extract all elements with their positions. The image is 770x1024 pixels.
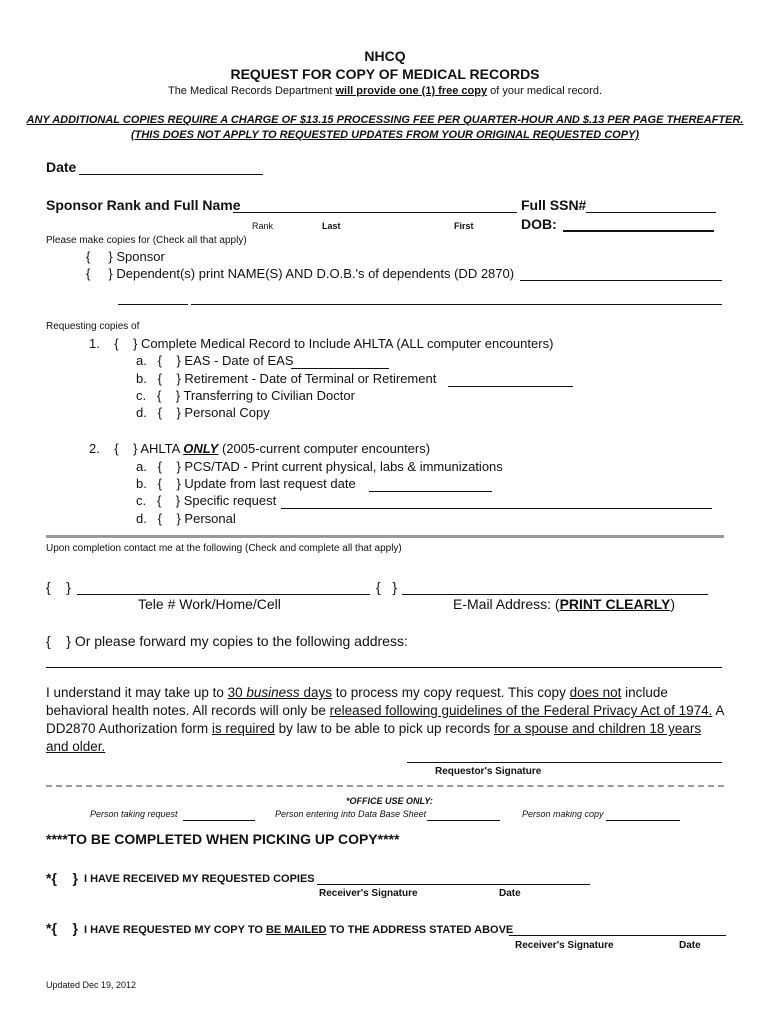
- date-label: Date: [46, 159, 77, 175]
- checkbox-dependents[interactable]: { } Dependent(s) print NAME(S) AND D.O.B.'s of dependents (DD 2870): [86, 266, 515, 281]
- terms-spouse-children: for a spouse and children 18 years and older.: [46, 721, 702, 754]
- received-signature-line[interactable]: [317, 884, 590, 885]
- phone-checkbox[interactable]: { }: [46, 579, 71, 595]
- dob-line[interactable]: [563, 230, 714, 232]
- item1b-checkbox[interactable]: b. { } Retirement - Date of Terminal or Retirement: [136, 371, 437, 386]
- requesting-label: Requesting copies of: [46, 321, 140, 332]
- person-entering-label: Person entering into Data Base Sheet: [275, 809, 427, 819]
- terms-text-1: I understand it may take up to: [46, 685, 228, 700]
- office-divider: [46, 785, 724, 787]
- dependents-dob-line[interactable]: [118, 304, 188, 305]
- specific-request-line[interactable]: [281, 508, 712, 509]
- mailed-date-label: Date: [679, 940, 701, 951]
- item1-checkbox[interactable]: 1. { } Complete Medical Record to Include AHLTA (ALL computer encounters): [89, 336, 554, 351]
- item2d-letter: d.: [136, 511, 147, 526]
- section-divider: [46, 535, 724, 538]
- charge-exception-notice: (THIS DOES NOT APPLY TO REQUESTED UPDATES FROM YOUR ORIGINAL REQUESTED COPY): [130, 129, 640, 141]
- sponsor-name-label: Sponsor Rank and Full Name: [46, 197, 241, 213]
- phone-line[interactable]: [77, 594, 370, 595]
- retirement-date-line[interactable]: [448, 386, 573, 387]
- subtitle-emphasis: will provide one (1) free copy: [335, 85, 488, 97]
- contact-label: Upon completion contact me at the following (Check and complete all that apply): [46, 543, 402, 554]
- item2b-label: Update from last request date: [184, 476, 356, 491]
- sponsor-name-line[interactable]: [233, 212, 517, 213]
- item1-number: 1.: [89, 336, 100, 351]
- item1d-letter: d.: [136, 405, 147, 420]
- item2-number: 2.: [89, 441, 100, 456]
- person-making-line[interactable]: [606, 820, 680, 821]
- dob-label: DOB:: [521, 216, 557, 232]
- terms-text-3: include behavioral health notes. All records will only be: [46, 685, 668, 718]
- email-caption-end: ): [670, 596, 675, 612]
- address-line[interactable]: [46, 667, 722, 668]
- last-sublabel: Last: [322, 221, 341, 231]
- received-label: I HAVE RECEIVED MY REQUESTED COPIES: [84, 873, 315, 885]
- update-date-line[interactable]: [369, 491, 492, 492]
- forward-label: Or please forward my copies to the following address:: [74, 633, 408, 649]
- terms-business: business: [246, 685, 300, 700]
- mailed-label-end: TO THE ADDRESS STATED ABOVE: [326, 924, 514, 936]
- item1d-checkbox[interactable]: d. { } Personal Copy: [136, 405, 270, 420]
- received-checkbox[interactable]: *{ }: [46, 870, 78, 886]
- dependents-option-label: Dependent(s) print NAME(S) AND D.O.B.'s of dependents (DD 2870): [116, 266, 515, 281]
- email-caption-text: E-Mail Address: (: [453, 596, 560, 612]
- terms-is-required: is required: [211, 721, 275, 736]
- item2a-letter: a.: [136, 459, 147, 474]
- terms-days-number: 30: [227, 685, 247, 700]
- form-subtitle: [0, 85, 770, 97]
- pickup-section-title: ****TO BE COMPLETED WHEN PICKING UP COPY****: [46, 831, 400, 847]
- item1a-letter: a.: [136, 353, 147, 368]
- email-caption-emphasis: PRINT CLEARLY: [559, 596, 671, 612]
- first-sublabel: First: [454, 221, 474, 231]
- terms-privacy-act: released following guidelines of the Federal Privacy Act of 1974.: [329, 703, 713, 718]
- mailed-checkbox[interactable]: *{ }: [46, 920, 78, 936]
- requestor-signature-line[interactable]: [407, 762, 722, 763]
- item2b-checkbox[interactable]: b. { } Update from last request date: [136, 476, 356, 491]
- mailed-label-text: I HAVE REQUESTED MY COPY TO: [84, 924, 266, 936]
- form-title: REQUEST FOR COPY OF MEDICAL RECORDS: [230, 66, 540, 82]
- charge-notice: ANY ADDITIONAL COPIES REQUIRE A CHARGE OF $13.15 PROCESSING FEE PER QUARTER-HOUR AND $.13 PER PAGE THEREAFTER.: [26, 114, 744, 126]
- item1b-label: Retirement - Date of Terminal or Retirement: [184, 371, 437, 386]
- phone-caption: Tele # Work/Home/Cell: [138, 596, 281, 612]
- mailed-label: [84, 924, 513, 936]
- email-checkbox[interactable]: { }: [376, 579, 398, 595]
- person-taking-label: Person taking request: [90, 809, 178, 819]
- item2c-label: Specific request: [183, 493, 277, 508]
- item2c-checkbox[interactable]: c. { } Specific request: [136, 493, 277, 508]
- received-date-label: Date: [499, 888, 521, 899]
- item1d-label: Personal Copy: [184, 405, 270, 420]
- item1c-label: Transferring to Civilian Doctor: [183, 388, 355, 403]
- form-org: NHCQ: [364, 48, 406, 64]
- item2c-letter: c.: [136, 493, 147, 508]
- item1c-letter: c.: [136, 388, 147, 403]
- item2a-label: PCS/TAD - Print current physical, labs & immunizations: [184, 459, 503, 474]
- copies-for-label: Please make copies for (Check all that apply): [46, 235, 247, 246]
- item2a-checkbox[interactable]: a. { } PCS/TAD - Print current physical, labs & immunizations: [136, 459, 503, 474]
- item2d-label: Personal: [184, 511, 236, 526]
- mailed-label-emphasis: BE MAILED: [265, 924, 327, 936]
- dependents-line-1[interactable]: [520, 280, 722, 281]
- email-caption: [453, 596, 675, 612]
- person-entering-line[interactable]: [427, 820, 500, 821]
- item2-emphasis: ONLY: [183, 441, 219, 456]
- updated-date: Updated Dec 19, 2012: [46, 980, 137, 990]
- item2b-letter: b.: [136, 476, 147, 491]
- dependents-line-2[interactable]: [191, 304, 722, 305]
- office-use-title: *OFFICE USE ONLY:: [346, 796, 433, 806]
- rank-sublabel: Rank: [252, 221, 274, 231]
- item1-label: Complete Medical Record to Include AHLTA (ALL computer encounters): [141, 336, 554, 351]
- received-signature-label: Receiver's Signature: [319, 888, 418, 899]
- person-taking-line[interactable]: [183, 820, 255, 821]
- subtitle-text-end: of your medical record.: [487, 85, 603, 97]
- person-making-label: Person making copy: [522, 809, 604, 819]
- item1b-letter: b.: [136, 371, 147, 386]
- mailed-signature-label: Receiver's Signature: [515, 940, 614, 951]
- requestor-signature-label: Requestor's Signature: [435, 766, 542, 777]
- terms-text-5: by law to be able to pick up records: [274, 721, 494, 736]
- item2-label: AHLTA: [140, 441, 184, 456]
- item1a-label: EAS - Date of EAS: [184, 353, 294, 368]
- subtitle-text: The Medical Records Department: [167, 85, 336, 97]
- ssn-label: Full SSN#: [521, 197, 587, 213]
- item2d-checkbox[interactable]: d. { } Personal: [136, 511, 236, 526]
- mailed-signature-line[interactable]: [509, 935, 726, 936]
- forward-checkbox[interactable]: { } Or please forward my copies to the following address:: [46, 633, 408, 649]
- terms-text-4: A DD2870 Authorization form: [46, 703, 724, 736]
- terms-text-2: to process my copy request. This copy: [331, 685, 570, 700]
- item2-label-end: (2005-current computer encounters): [218, 441, 431, 456]
- item1c-checkbox[interactable]: c. { } Transferring to Civilian Doctor: [136, 388, 355, 403]
- terms-days: days: [299, 685, 332, 700]
- eas-date-line[interactable]: [291, 368, 389, 369]
- item2-checkbox[interactable]: 2. { } AHLTA ONLY (2005-current computer encounters): [89, 441, 431, 456]
- item1a-checkbox[interactable]: a. { } EAS - Date of EAS: [136, 353, 294, 368]
- date-line[interactable]: [79, 174, 263, 175]
- terms-does-not: does not: [569, 685, 622, 700]
- sponsor-option-label: Sponsor: [116, 249, 165, 264]
- terms-paragraph: [46, 684, 726, 756]
- email-line[interactable]: [402, 594, 708, 595]
- ssn-line[interactable]: [586, 212, 716, 213]
- checkbox-sponsor[interactable]: { } Sponsor: [86, 249, 165, 264]
